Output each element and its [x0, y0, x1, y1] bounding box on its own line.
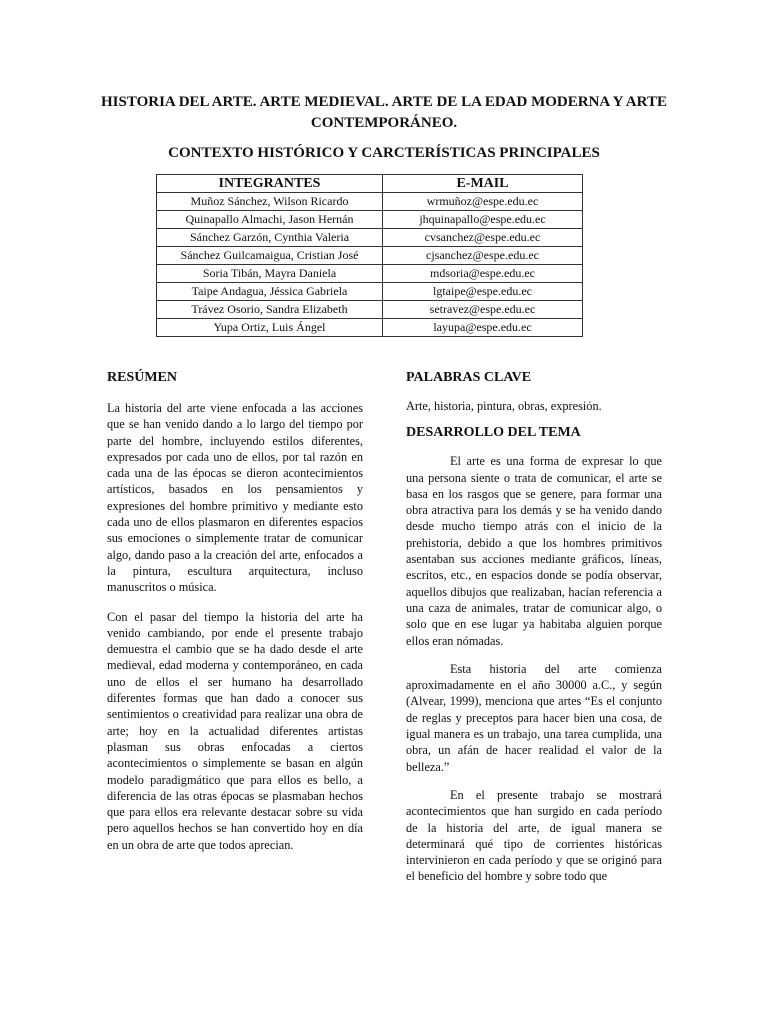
- table-row: [157, 301, 583, 319]
- table-row: [157, 229, 583, 247]
- right-column: [406, 370, 662, 897]
- member-email: mdsoria@espe.edu.ec: [383, 265, 583, 283]
- table-row: [157, 283, 583, 301]
- member-name: Sánchez Guilcamaigua, Cristian José: [157, 247, 383, 265]
- resumen-paragraph-2: Con el pasar del tiempo la historia del arte ha venido cambiando, por ende el presente trabajo demuestra el cambio que se ha dado desde el arte medieval, edad moderna y contemporáneo, en cada uno de ellos el ser humano ha desarrollado diferentes formas que han dado a conocer sus sentimientos o creatividad para realizar una obra de arte; hoy en la actualidad diferentes artistas plasman sus obras enfocadas a ciertos acontecimientos o simplemente se basan en algún modelo paradigmático que para ellos es bello, a diferencia de las otras épocas se plasmaban hechos que para ellos era relevante destacar sobre su vida pero aquellos hechos se han convertido hoy en día en un obra de arte que todos aprecian.: [107, 609, 363, 852]
- left-column: [107, 370, 363, 866]
- paper-title: HISTORIA DEL ARTE. ARTE MEDIEVAL. ARTE DE LA EDAD MODERNA Y ARTE CONTEMPORÁNEO.: [101, 94, 667, 131]
- paper-subtitle: CONTEXTO HISTÓRICO Y CARCTERÍSTICAS PRINCIPALES: [168, 145, 600, 161]
- table-row: [157, 211, 583, 229]
- member-name: Taipe Andagua, Jéssica Gabriela: [157, 283, 383, 301]
- table-row: [157, 193, 583, 211]
- member-email: layupa@espe.edu.ec: [383, 319, 583, 337]
- member-email: cvsanchez@espe.edu.ec: [383, 229, 583, 247]
- desarrollo-paragraph-2: Esta historia del arte comienza aproximadamente en el año 30000 a.C., y según (Alvear, 1999), menciona que artes “Es el conjunto de reglas y preceptos para hacer bien una cosa, de igual manera es un trabajo, una tarea cumplida, una obra, un afán de hacer realidad el valor de la belleza.”: [406, 661, 662, 774]
- member-name: Trávez Osorio, Sandra Elizabeth: [157, 301, 383, 319]
- table-row: [157, 319, 583, 337]
- desarrollo-paragraph-3: En el presente trabajo se mostrará acontecimientos que han surgido en cada período de la historia del arte, de igual manera se determinará qué tipo de corrientes históricas intervinieron en cada período y que se originó para el beneficio del hombre y sobre todo que: [406, 787, 662, 884]
- member-email: lgtaipe@espe.edu.ec: [383, 283, 583, 301]
- member-name: Soria Tibán, Mayra Daniela: [157, 265, 383, 283]
- keywords-text: Arte, historia, pintura, obras, expresión.: [406, 399, 602, 413]
- member-email: cjsanchez@espe.edu.ec: [383, 247, 583, 265]
- members-table: [156, 174, 583, 337]
- desarrollo-heading: DESARROLLO DEL TEMA: [406, 425, 581, 441]
- resumen-paragraph-1: La historia del arte viene enfocada a las acciones que se han venido dando a lo largo del tiempo por parte del hombre, incluyendo estilos diferentes, expresados por cada uno de ellos, por tal razón en cada una de las épocas se dieron acontecimientos artísticos, basados en los pensamientos y expresiones del hombre primitivo y mediante esto cada uno de ellos plasmaron en diferentes espacios sus emociones o simplemente tratar de comunicar algo, dando paso a la creación del arte, enfocados a la pintura, escultura arquitectura, incluso manuscritos o música.: [107, 401, 363, 595]
- members-column-header: INTEGRANTES: [157, 175, 383, 193]
- table-row: [157, 265, 583, 283]
- email-column-header: E-MAIL: [383, 175, 583, 193]
- member-name: Yupa Ortiz, Luis Ángel: [157, 319, 383, 337]
- member-email: wrmuñoz@espe.edu.ec: [383, 193, 583, 211]
- member-name: Sánchez Garzón, Cynthia Valeria: [157, 229, 383, 247]
- keywords-heading: PALABRAS CLAVE: [406, 370, 532, 385]
- member-email: setravez@espe.edu.ec: [383, 301, 583, 319]
- desarrollo-paragraph-1: El arte es una forma de expresar lo que una persona siente o trata de comunicar, el arte se basa en los rasgos que se genere, para formar una obra atractiva para los demás y se ha venido dando desde mucho tiempo atrás con el inicio de la prehistoria, debido a que los hombres primitivos asentaban sus acciones mediante gráficos, líneas, escritos, etc., en espacios donde se podía observar, aquellos dibujos que realizaban, hacían referencia a una caza de animales, tratar de comunicar algo, o solo que en ese lugar ya habitaba alguien porque ellos eran nómadas.: [406, 454, 662, 648]
- table-header-row: [157, 175, 583, 193]
- table-row: [157, 247, 583, 265]
- member-name: Muñoz Sánchez, Wilson Ricardo: [157, 193, 383, 211]
- member-email: jhquinapallo@espe.edu.ec: [383, 211, 583, 229]
- resumen-heading: RESÚMEN: [107, 370, 178, 385]
- member-name: Quinapallo Almachi, Jason Hernán: [157, 211, 383, 229]
